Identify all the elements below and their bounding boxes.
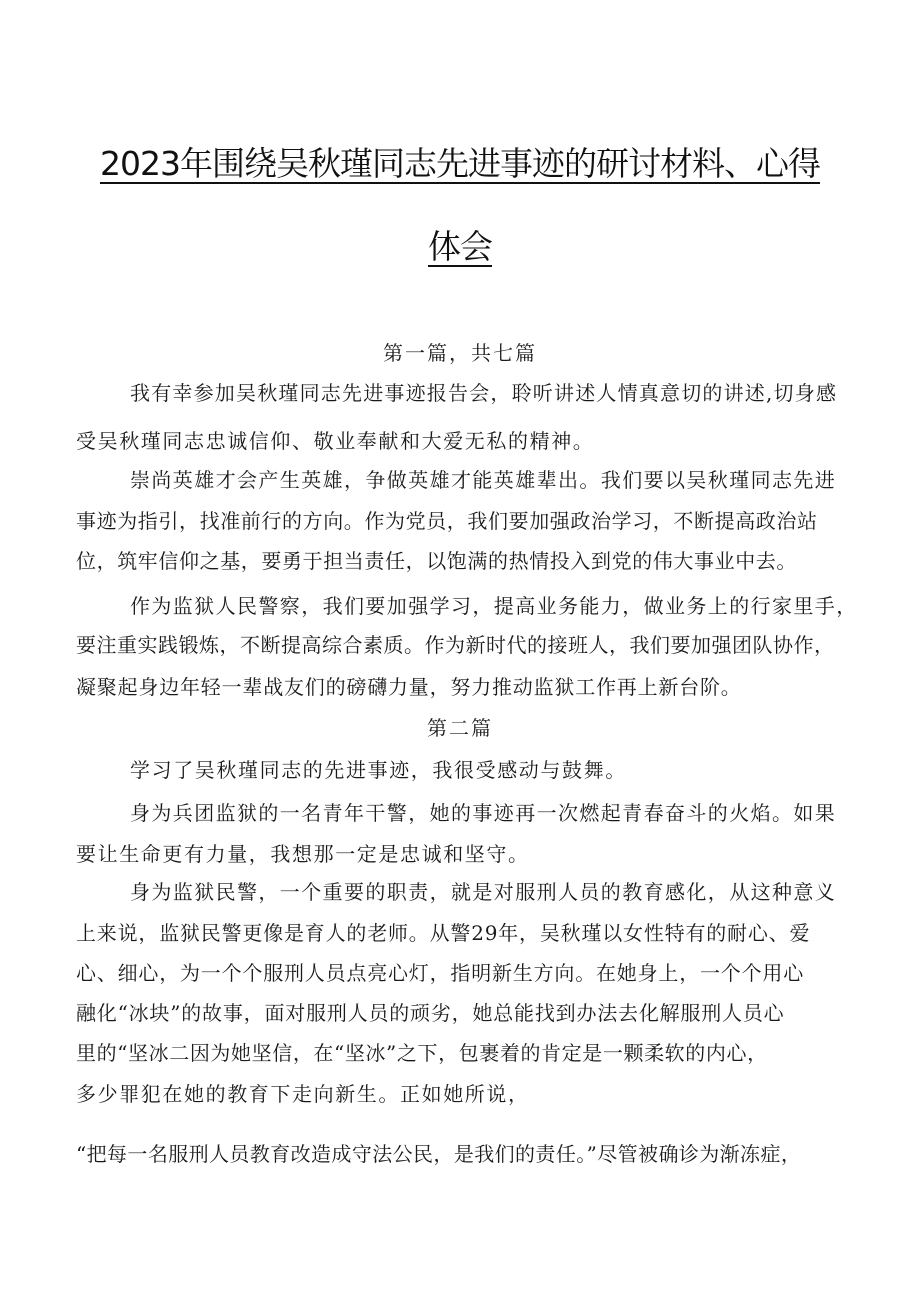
paragraph-line: 凝聚起身边年轻一辈战友们的磅礴力量，努力推动监狱工作再上新台阶。 — [76, 675, 742, 699]
paragraph-line: 要注重实践锻炼，不断提高综合素质。作为新时代的接班人，我们要加强团队协作， — [76, 633, 835, 657]
section-heading-2: 第二篇 — [427, 716, 493, 740]
paragraph-line: 多少罪犯在她的教育下走向新生。正如她所说， — [76, 1082, 530, 1106]
document-title-line-1: 2023年围绕吴秋瑾同志先进事迹的研讨材料、心得 — [100, 144, 820, 183]
paragraph-line: 融化“冰块”的故事，面对服刑人员的顽劣，她总能找到办法去化解服刑人员心 — [76, 1001, 785, 1025]
paragraph-line: 要让生命更有力量，我想那一定是忠诚和坚守。 — [76, 842, 530, 866]
paragraph-line: 身为监狱民警，一个重要的职责，就是对服刑人员的教育感化，从这种意义 — [130, 880, 837, 904]
paragraph-line: 受吴秋瑾同志忠诚信仰、敬业奉献和大爱无私的精神。 — [76, 429, 595, 453]
paragraph-line: 事迹为指引，找准前行的方向。作为党员，我们要加强政治学习，不断提高政治站 — [76, 509, 818, 533]
paragraph-line: 学习了吴秋瑾同志的先进事迹，我很受感动与鼓舞。 — [130, 758, 627, 782]
section-heading-1: 第一篇，共七篇 — [383, 341, 537, 365]
paragraph-line: 身为兵团监狱的一名青年干警，她的事迹再一次燃起青春奋斗的火焰。如果 — [130, 801, 837, 825]
paragraph-line: 上来说，监狱民警更像是育人的老师。从警29年，吴秋瑾以女性特有的耐心、爱 — [76, 921, 811, 945]
paragraph-line: 崇尚英雄才会产生英雄，争做英雄才能英雄辈出。我们要以吴秋瑾同志先进 — [130, 468, 837, 492]
paragraph-line: 作为监狱人民警察，我们要加强学习，提高业务能力，做业务上的行家里手， — [130, 594, 858, 618]
paragraph-line: 里的“坚冰二因为她坚信，在“坚冰”之下，包裹着的肯定是一颗柔软的内心， — [76, 1041, 768, 1065]
paragraph-line: 位，筑牢信仰之基，要勇于担当责任，以饱满的热情投入到党的伟大事业中去。 — [76, 549, 797, 573]
document-title-line-2: 体会 — [428, 227, 492, 266]
paragraph-line: “把每一名服刑人员教育改造成守法公民，是我们的责任。”尽管被确诊为渐冻症， — [76, 1142, 802, 1166]
paragraph-line: 心、细心，为一个个服刑人员点亮心灯，指明新生方向。在她身上，一个个用心 — [76, 961, 804, 985]
paragraph-line: 我有幸参加吴秋瑾同志先进事迹报告会，聆听讲述人情真意切的讲述,切身感 — [130, 381, 838, 405]
